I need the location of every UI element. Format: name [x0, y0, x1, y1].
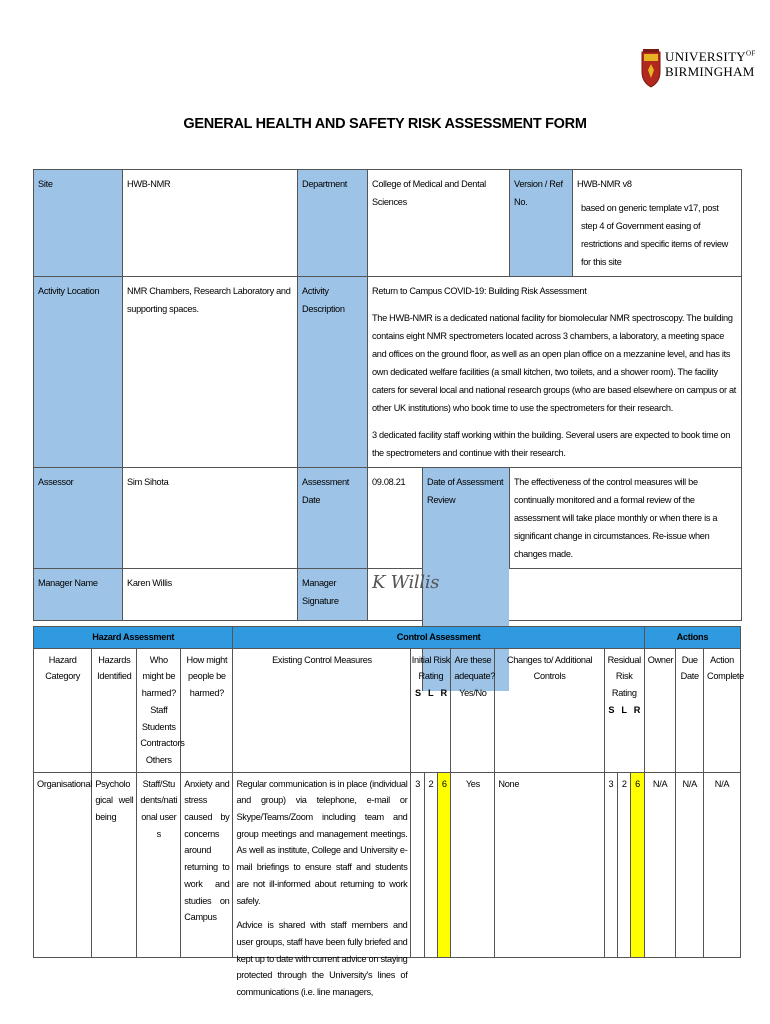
assessment-date-label: Assessment Date — [298, 468, 368, 569]
manager-signature: K Willis — [372, 572, 440, 593]
crest-icon — [641, 48, 661, 88]
manager-name-label: Manager Name — [34, 569, 123, 621]
due-date: N/A — [676, 772, 704, 957]
col-owner: Owner — [644, 648, 676, 772]
who-harmed: Staff/Students/national users — [137, 772, 181, 957]
activity-description-label: Activity Description — [298, 277, 368, 468]
university-logo — [641, 48, 756, 92]
col-who-harmed: Who might be harmed? Staff Students Contractors Others — [137, 648, 181, 772]
existing-controls-p1: Regular communication is in place (individual and group) via telephone, e-mail or Skype/Teams/Zoom including team and group meetings and management meetings. As well as institute, College and University e-mail briefings to ensure staff and students are not ill-informed about returning to work safely. — [236, 778, 408, 906]
initial-r: 6 — [438, 772, 451, 957]
initial-l-label: L — [428, 688, 434, 699]
how-harmed: Anxiety and stress caused by concerns around returning to work and studies on Campus — [181, 772, 233, 957]
initial-s: 3 — [411, 772, 424, 957]
table-row — [34, 772, 741, 957]
review-label: Date of Assessment Review — [422, 468, 509, 691]
initial-rating-label: Initial Risk Rating — [411, 654, 451, 682]
hazard-category: Organisational — [34, 772, 92, 957]
action-complete: N/A — [704, 772, 741, 957]
activity-location-label: Activity Location — [34, 277, 123, 468]
department-value: College of Medical and Dental Sciences — [368, 170, 510, 277]
info-table — [33, 169, 742, 621]
residual-r: 6 — [631, 772, 644, 957]
initial-l: 2 — [424, 772, 437, 957]
control-assessment-header: Control Assessment — [233, 627, 644, 649]
assessment-date-value: 09.08.21 — [372, 477, 406, 487]
col-initial-rating — [411, 648, 451, 772]
initial-r-label: R — [440, 688, 447, 699]
residual-r-label: R — [633, 704, 641, 715]
review-value: The effectiveness of the control measures will be continually monitored and a formal review of the assessment will take place monthly or when there is a significant change in circumstances. Re-issue when changes made. — [510, 468, 742, 569]
owner: N/A — [644, 772, 676, 957]
site-label: Site — [34, 170, 123, 277]
logo-university: $UNIVERSITY^{OF}$ — [665, 49, 756, 64]
col-how-harmed: How might people be harmed? — [181, 648, 233, 772]
activity-description-staff: 3 dedicated facility staff working within the building. Several users are expected to book time on the spectrometers and continue with their research. — [372, 430, 731, 458]
col-residual-rating — [604, 648, 644, 772]
assessor-value: Sim Sihota — [123, 468, 298, 569]
residual-l-label: L — [621, 704, 627, 715]
site-value: HWB-NMR — [123, 170, 298, 277]
residual-s-label: S — [608, 704, 615, 715]
assessor-label: Assessor — [34, 468, 123, 569]
col-hazards-identified: Hazards Identified — [92, 648, 137, 772]
col-action-complete: Action Complete — [704, 648, 741, 772]
manager-name-value: Karen Willis — [123, 569, 298, 621]
changes: None — [495, 772, 604, 957]
initial-s-label: S — [415, 688, 421, 699]
adequate: Yes — [451, 772, 495, 957]
activity-description-title: Return to Campus COVID-19: Building Risk Assessment — [372, 286, 587, 296]
residual-slr — [605, 702, 644, 719]
actions-header: Actions — [644, 627, 740, 649]
version-label: Version / Ref No. — [510, 170, 573, 277]
existing-controls-p2: Advice is shared with staff members and user groups, staff have been fully briefed and kept up to date with current advice on staying protected through the University's lines of communications (i.e. line managers, — [236, 920, 408, 998]
department-label: Department — [298, 170, 368, 277]
manager-signature-label: Manager Signature — [298, 569, 368, 621]
hazard-assessment-header: Hazard Assessment — [34, 627, 233, 649]
initial-slr — [411, 685, 450, 702]
page-title: GENERAL HEALTH AND SAFETY RISK ASSESSMENT FORM — [183, 116, 587, 132]
logo-birmingham: BIRMINGHAM — [665, 64, 755, 79]
col-existing-controls: Existing Control Measures — [233, 648, 411, 772]
version-value: HWB-NMR v8 — [577, 179, 632, 189]
assessment-date-cell — [368, 468, 510, 569]
version-cell — [573, 170, 742, 277]
hazard-identified: Psychological well being — [92, 772, 137, 957]
version-note: based on generic template v17, post step 4 of Government easing of restrictions and specific items of review for this site — [581, 203, 729, 267]
activity-description-body: The HWB-NMR is a dedicated national facility for biomolecular NMR spectroscopy. The building contains eight NMR spectrometers located across 3 chambers, a laboratory, a meeting space and offices on the ground floor, as well as an open plan office on a mezzanine level, and has its own dedicated welfare facilities (a small kitchen, two toilets, and a shower room). The facility caters for several local and national research groups (who are based elsewhere on campus or at other UK institutions) who book time to use the spectrometers for their research. — [372, 313, 737, 413]
col-due-date: Due Date — [676, 648, 704, 772]
existing-controls — [233, 772, 411, 998]
col-adequate: Are these adequate? Yes/No — [451, 648, 495, 772]
residual-s: 3 — [604, 772, 617, 957]
activity-description — [368, 277, 742, 468]
activity-location-value: NMR Chambers, Research Laboratory and supporting spaces. — [123, 277, 298, 468]
assessment-table — [33, 626, 744, 998]
col-changes: Changes to/ Additional Controls — [495, 648, 604, 772]
residual-l: 2 — [618, 772, 631, 957]
residual-rating-label: Residual Risk Rating — [607, 654, 641, 699]
col-hazard-category: Hazard Category — [34, 648, 92, 772]
